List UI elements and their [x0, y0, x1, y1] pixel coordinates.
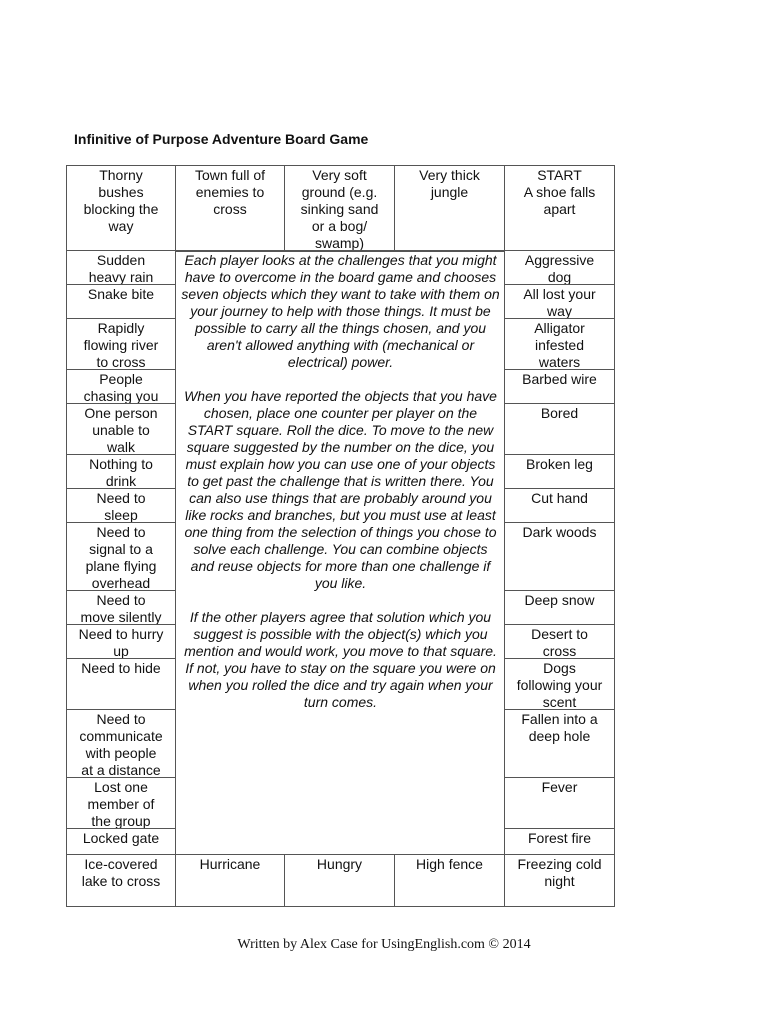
instructions-paragraph-2: When you have reported the objects that you have chosen, place one counter per player on the START square. Roll the dice. To move to the new square suggested by the number on the dice, you must explain how you can use one of your objects to get past the challenge that is written there. You can also use things that are probably around you like rocks and branches, but you must use at least one thing from the selection of things you chose to solve each challenge. You can combine objects and reuse objects for more than one challenge if you like.: [184, 388, 497, 591]
square-left-4: People chasing you: [66, 369, 176, 404]
instructions-paragraph-1: Each player looks at the challenges that you might have to overcome in the board game and chooses seven objects which they want to take with them on your journey to help with those things. It must be possible to carry all the things chosen, and you aren't allowed anything with (mechanical or electrical) power.: [181, 252, 500, 370]
square-hungry: Hungry: [284, 854, 395, 907]
footer-credit: Written by Alex Case for UsingEnglish.com © 2014: [237, 937, 531, 952]
square-start: START A shoe falls apart: [504, 165, 615, 251]
square-left-11: Need to hide: [66, 658, 176, 710]
instructions-paragraph-3: If the other players agree that solution which you suggest is possible with the object(s) which you mention and would work, you move to that square. If not, you have to stay on the square you were on when you rolled the dice and try again when your turn comes.: [184, 609, 497, 710]
square-right-5: Bored: [504, 403, 615, 455]
square-right-12: Fallen into a deep hole: [504, 709, 615, 778]
square-left-8: Need to signal to a plane flying overhead: [66, 522, 176, 591]
square-left-9: Need to move silently: [66, 590, 176, 625]
square-thick-jungle: Very thick jungle: [394, 165, 505, 251]
square-left-7: Need to sleep: [66, 488, 176, 523]
square-right-9: Deep snow: [504, 590, 615, 625]
square-left-2: Snake bite: [66, 284, 176, 319]
square-high-fence: High fence: [394, 854, 505, 907]
square-right-8: Dark woods: [504, 522, 615, 591]
square-left-10: Need to hurry up: [66, 624, 176, 659]
square-ice-lake: Ice-covered lake to cross: [66, 854, 176, 907]
page-title: Infinitive of Purpose Adventure Board Game: [74, 131, 369, 147]
square-right-1: Aggressive dog: [504, 250, 615, 285]
square-right-13: Fever: [504, 777, 615, 829]
square-town-enemies: Town full of enemies to cross: [175, 165, 285, 251]
square-thorny-bushes: Thorny bushes blocking the way: [66, 165, 176, 251]
instructions-panel: [176, 251, 505, 854]
square-freezing-night: Freezing cold night: [504, 854, 615, 907]
square-soft-ground: Very soft ground (e.g. sinking sand or a bog/ swamp): [284, 165, 395, 251]
square-right-11: Dogs following your scent: [504, 658, 615, 710]
square-right-7: Cut hand: [504, 488, 615, 523]
square-left-3: Rapidly flowing river to cross: [66, 318, 176, 370]
square-left-5: One person unable to walk: [66, 403, 176, 455]
square-left-1: Sudden heavy rain: [66, 250, 176, 285]
square-left-14: Locked gate: [66, 828, 176, 855]
square-right-3: Alligator infested waters: [504, 318, 615, 370]
square-right-4: Barbed wire: [504, 369, 615, 404]
square-left-12: Need to communicate with people at a distance: [66, 709, 176, 778]
square-right-14: Forest fire: [504, 828, 615, 855]
square-left-13: Lost one member of the group: [66, 777, 176, 829]
square-left-6: Nothing to drink: [66, 454, 176, 489]
square-right-10: Desert to cross: [504, 624, 615, 659]
square-hurricane: Hurricane: [175, 854, 285, 907]
square-right-2: All lost your way: [504, 284, 615, 319]
square-right-6: Broken leg: [504, 454, 615, 489]
